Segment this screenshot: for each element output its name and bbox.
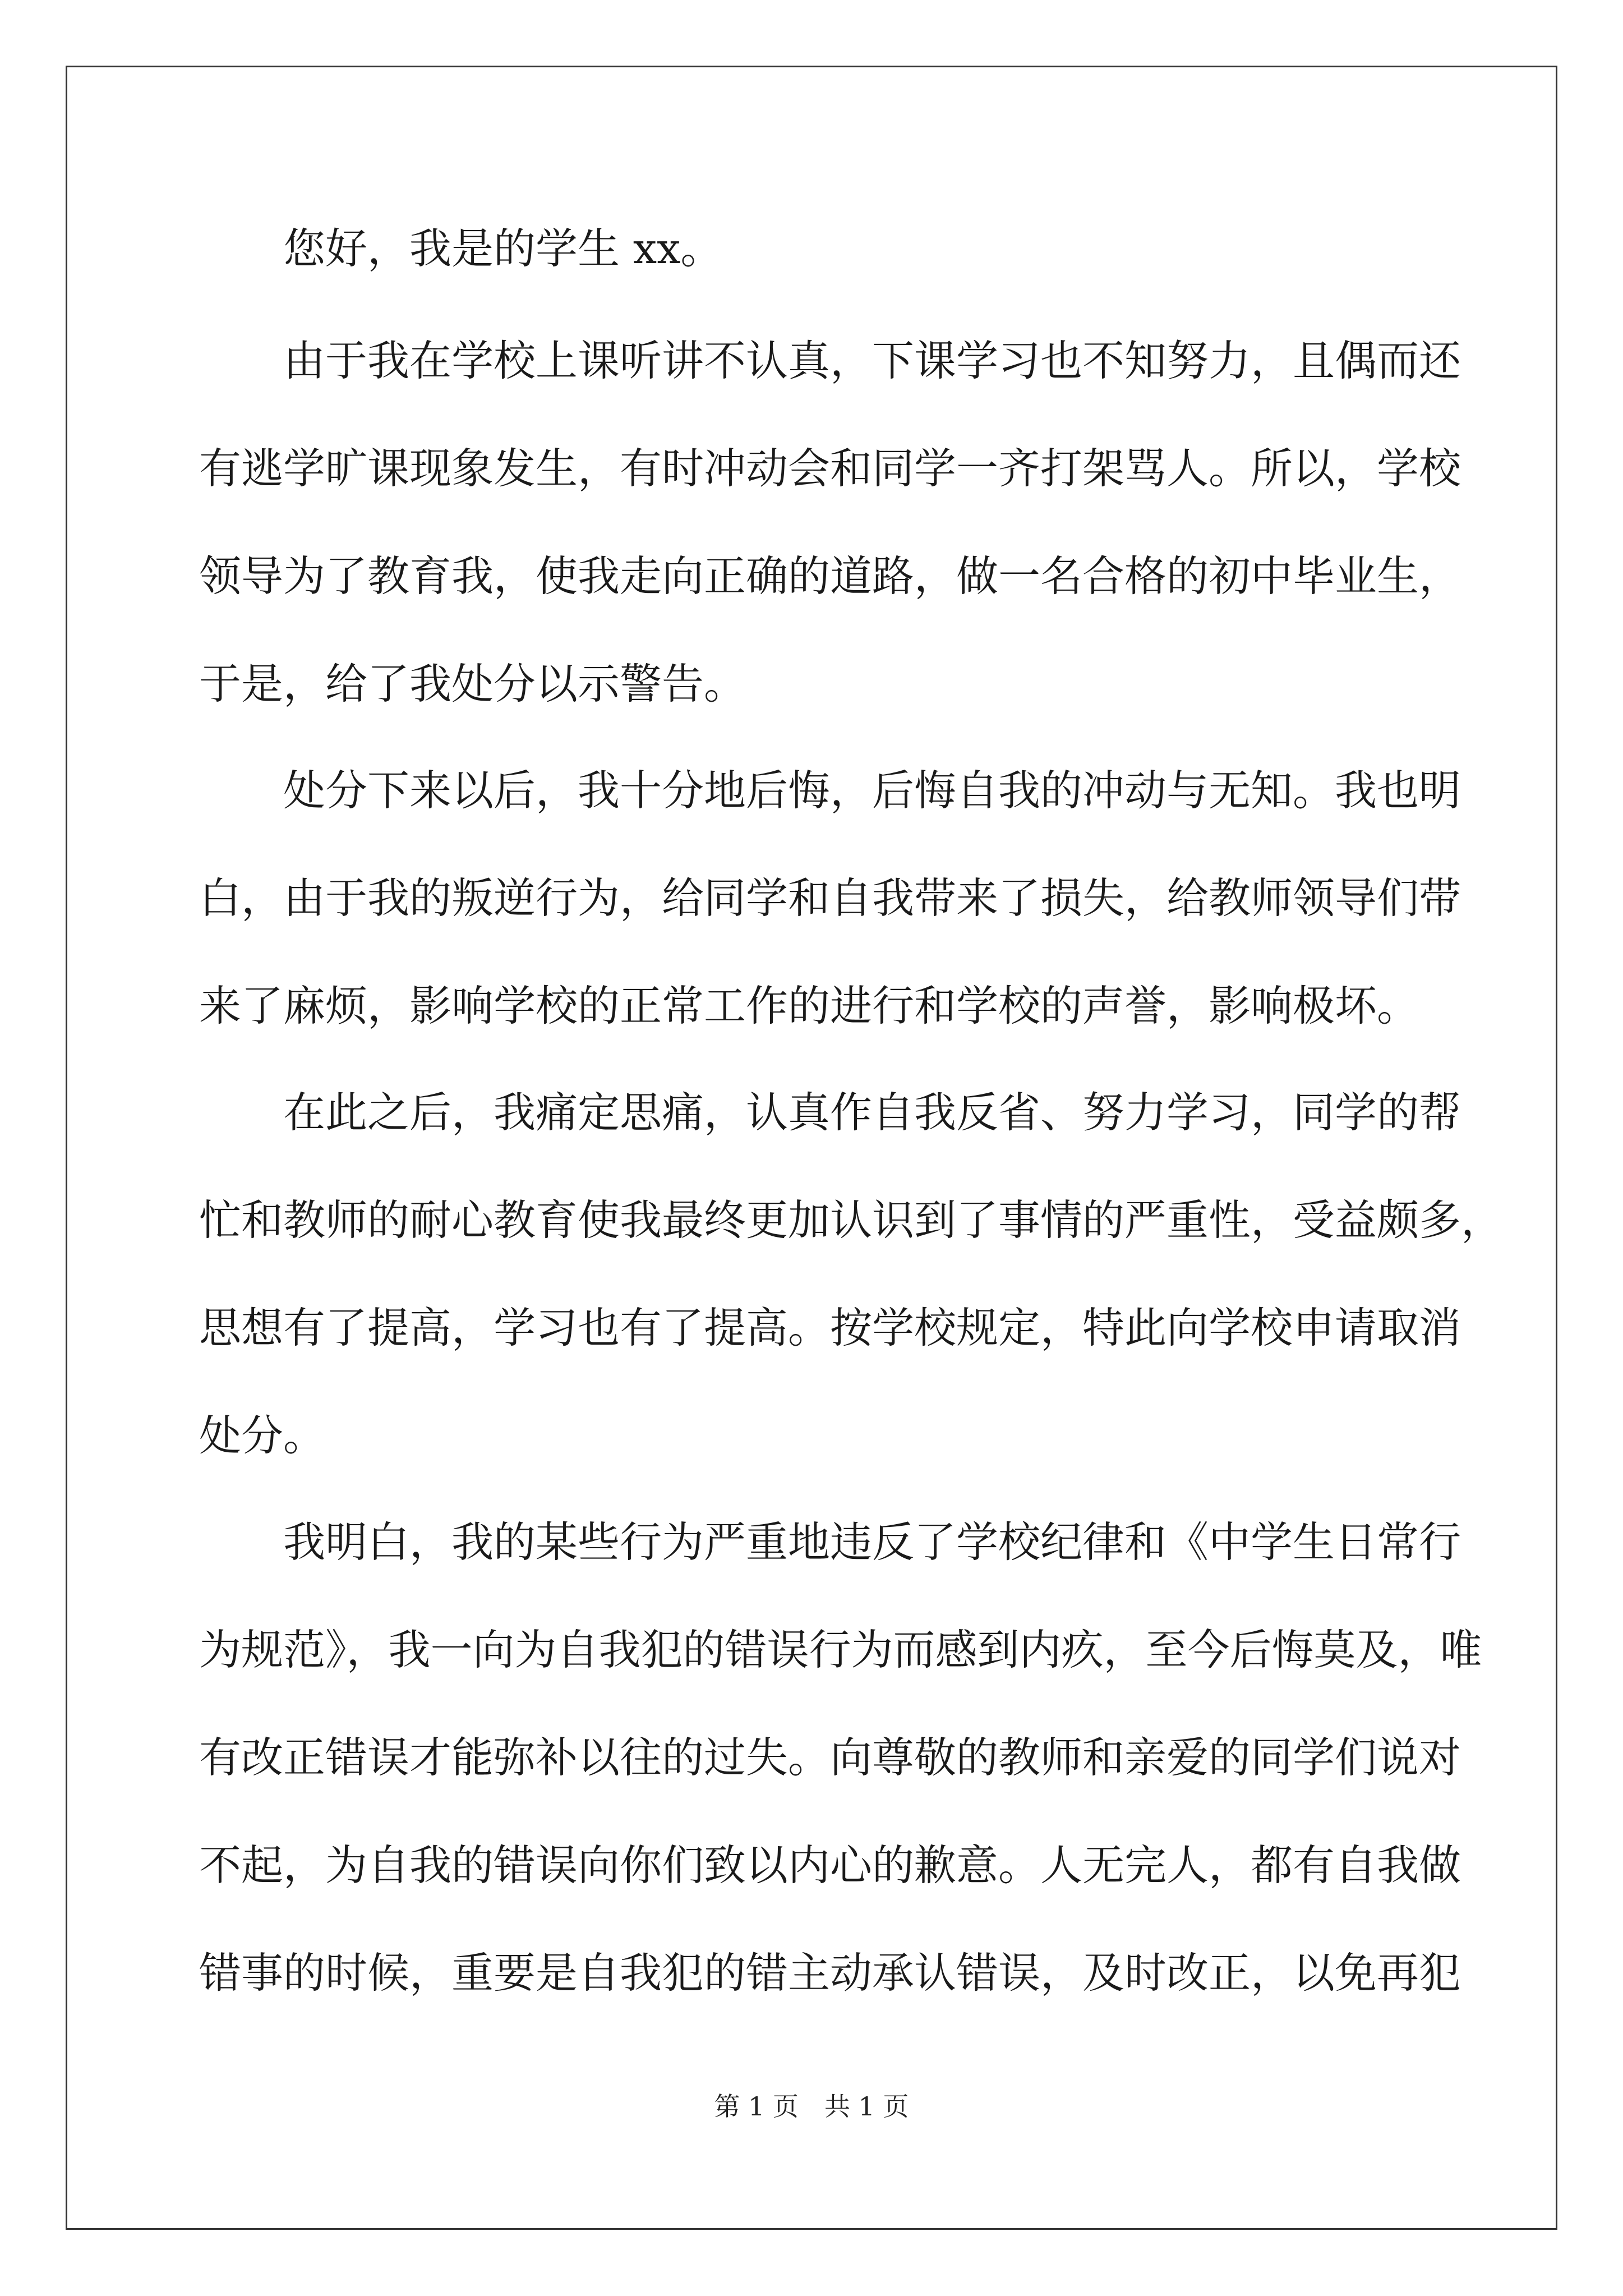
letter-line: 在此之后，我痛定思痛，认真作自我反省、努力学习，同学的帮: [283, 1088, 1461, 1137]
letter-line: 处分下来以后，我十分地后悔，后悔自我的冲动与无知。我也明: [283, 766, 1461, 815]
letter-line: 白，由于我的叛逆行为，给同学和自我带来了损失，给教师领导们带: [199, 873, 1461, 923]
letter-line: 忙和教师的耐心教育使我最终更加认识到了事情的严重性，受益颇多，: [199, 1195, 1504, 1245]
letter-line: 领导为了教育我，使我走向正确的道路，做一名合格的初中毕业生，: [199, 551, 1461, 601]
letter-line: 思想有了提高，学习也有了提高。按学校规定，特此向学校申请取消: [199, 1303, 1461, 1352]
letter-line: 由于我在学校上课听讲不认真，下课学习也不知努力，且偶而还: [283, 336, 1461, 385]
letter-line: 于是，给了我处分以示警告。: [199, 659, 746, 708]
page-number-footer: 第 1 页 共 1 页: [714, 2091, 909, 2122]
letter-line: 您好，我是的学生 xx。: [283, 224, 723, 273]
page-border: [66, 66, 1557, 2230]
letter-line: 有改正错误才能弥补以往的过失。向尊敬的教师和亲爱的同学们说对: [199, 1733, 1461, 1782]
letter-line: 处分。: [199, 1411, 326, 1460]
letter-line: 来了麻烦，影响学校的正常工作的进行和学校的声誉，影响极坏。: [199, 981, 1419, 1030]
letter-line: 为规范》，我一向为自我犯的错误行为而感到内疚，至今后悔莫及，唯: [199, 1625, 1482, 1674]
letter-line: 不起，为自我的错误向你们致以内心的歉意。人无完人，都有自我做: [199, 1841, 1461, 1890]
letter-line: 有逃学旷课现象发生，有时冲动会和同学一齐打架骂人。所以，学校: [199, 444, 1461, 493]
letter-line: 错事的时候，重要是自我犯的错主动承认错误，及时改正，以免再犯: [199, 1948, 1461, 1998]
letter-line: 我明白，我的某些行为严重地违反了学校纪律和《中学生日常行: [283, 1517, 1461, 1567]
